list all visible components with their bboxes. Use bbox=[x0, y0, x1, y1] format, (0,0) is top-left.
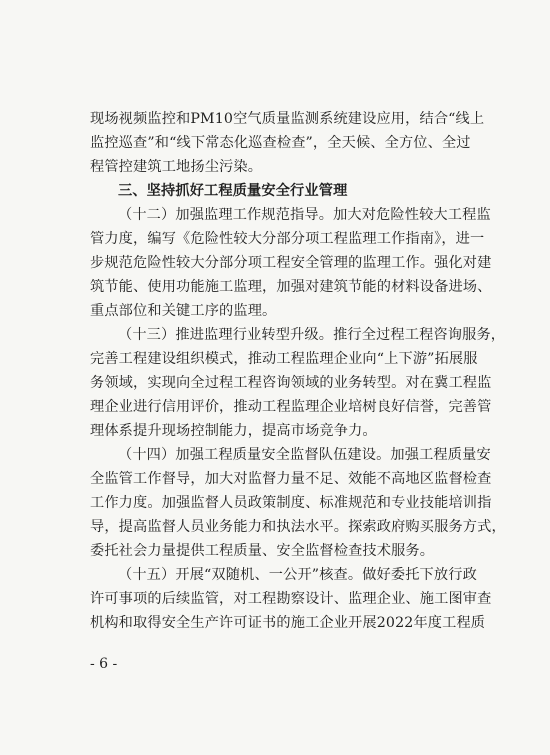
section-heading: 三、坚持抓好工程质量安全行业管理 bbox=[118, 183, 348, 199]
paragraph-line: 重点部位和关键工序的监理。 bbox=[90, 303, 277, 319]
paragraph-line: 全监管工作督导，加大对监督力量不足、效能不高地区监督检查 bbox=[90, 471, 492, 487]
paragraph-line: 许可事项的后续监管，对工程勘察设计、监理企业、施工图审查 bbox=[90, 591, 492, 607]
paragraph-line: （十四）加强工程质量安全监督队伍建设。加强工程质量安 bbox=[118, 447, 491, 463]
document-body bbox=[90, 107, 506, 635]
paragraph-line: 务领域，实现向全过程工程咨询领域的业务转型。对在冀工程监 bbox=[90, 375, 492, 391]
paragraph-line: 导，提高监督人员业务能力和执法水平。探索政府购买服务方式， bbox=[90, 519, 506, 535]
paragraph-line: （十三）推进监理行业转型升级。推行全过程工程咨询服务， bbox=[118, 327, 506, 343]
paragraph-line: 工作力度。加强监督人员政策制度、标准规范和专业技能培训指 bbox=[90, 495, 492, 511]
paragraph-line: 筑节能、使用功能施工监理，加强对建筑节能的材料设备进场、 bbox=[90, 279, 492, 295]
paragraph-line: 理体系提升现场控制能力，提高市场竞争力。 bbox=[90, 423, 377, 439]
paragraph-line: 机构和取得安全生产许可证书的施工企业开展2022年度工程质 bbox=[90, 615, 486, 631]
page-number: - 6 - bbox=[90, 656, 118, 672]
paragraph-line: 委托社会力量提供工程质量、安全监督检查技术服务。 bbox=[90, 543, 435, 559]
paragraph-line: 理企业进行信用评价，推动工程监理企业培树良好信誉，完善管 bbox=[90, 399, 492, 415]
paragraph-line: （十二）加强监理工作规范指导。加大对危险性较大工程监 bbox=[118, 207, 491, 223]
paragraph-line: 完善工程建设组织模式，推动工程监理企业向“上下游”拓展服 bbox=[90, 351, 478, 367]
paragraph-line: 步规范危险性较大分部分项工程安全管理的监理工作。强化对建 bbox=[90, 255, 492, 271]
paragraph-line: 管力度，编写《危险性较大分部分项工程监理工作指南》，进一 bbox=[90, 231, 485, 247]
paragraph-line: 现场视频监控和PM10空气质量监测系统建设应用，结合“线上 bbox=[90, 111, 485, 127]
paragraph-line: 监控巡查”和“线下常态化巡查检查”，全天候、全方位、全过 bbox=[90, 135, 471, 151]
paragraph-line: （十五）开展“双随机、一公开”核查。做好委托下放行政 bbox=[118, 567, 477, 583]
paragraph-line: 程管控建筑工地扬尘污染。 bbox=[90, 159, 263, 175]
